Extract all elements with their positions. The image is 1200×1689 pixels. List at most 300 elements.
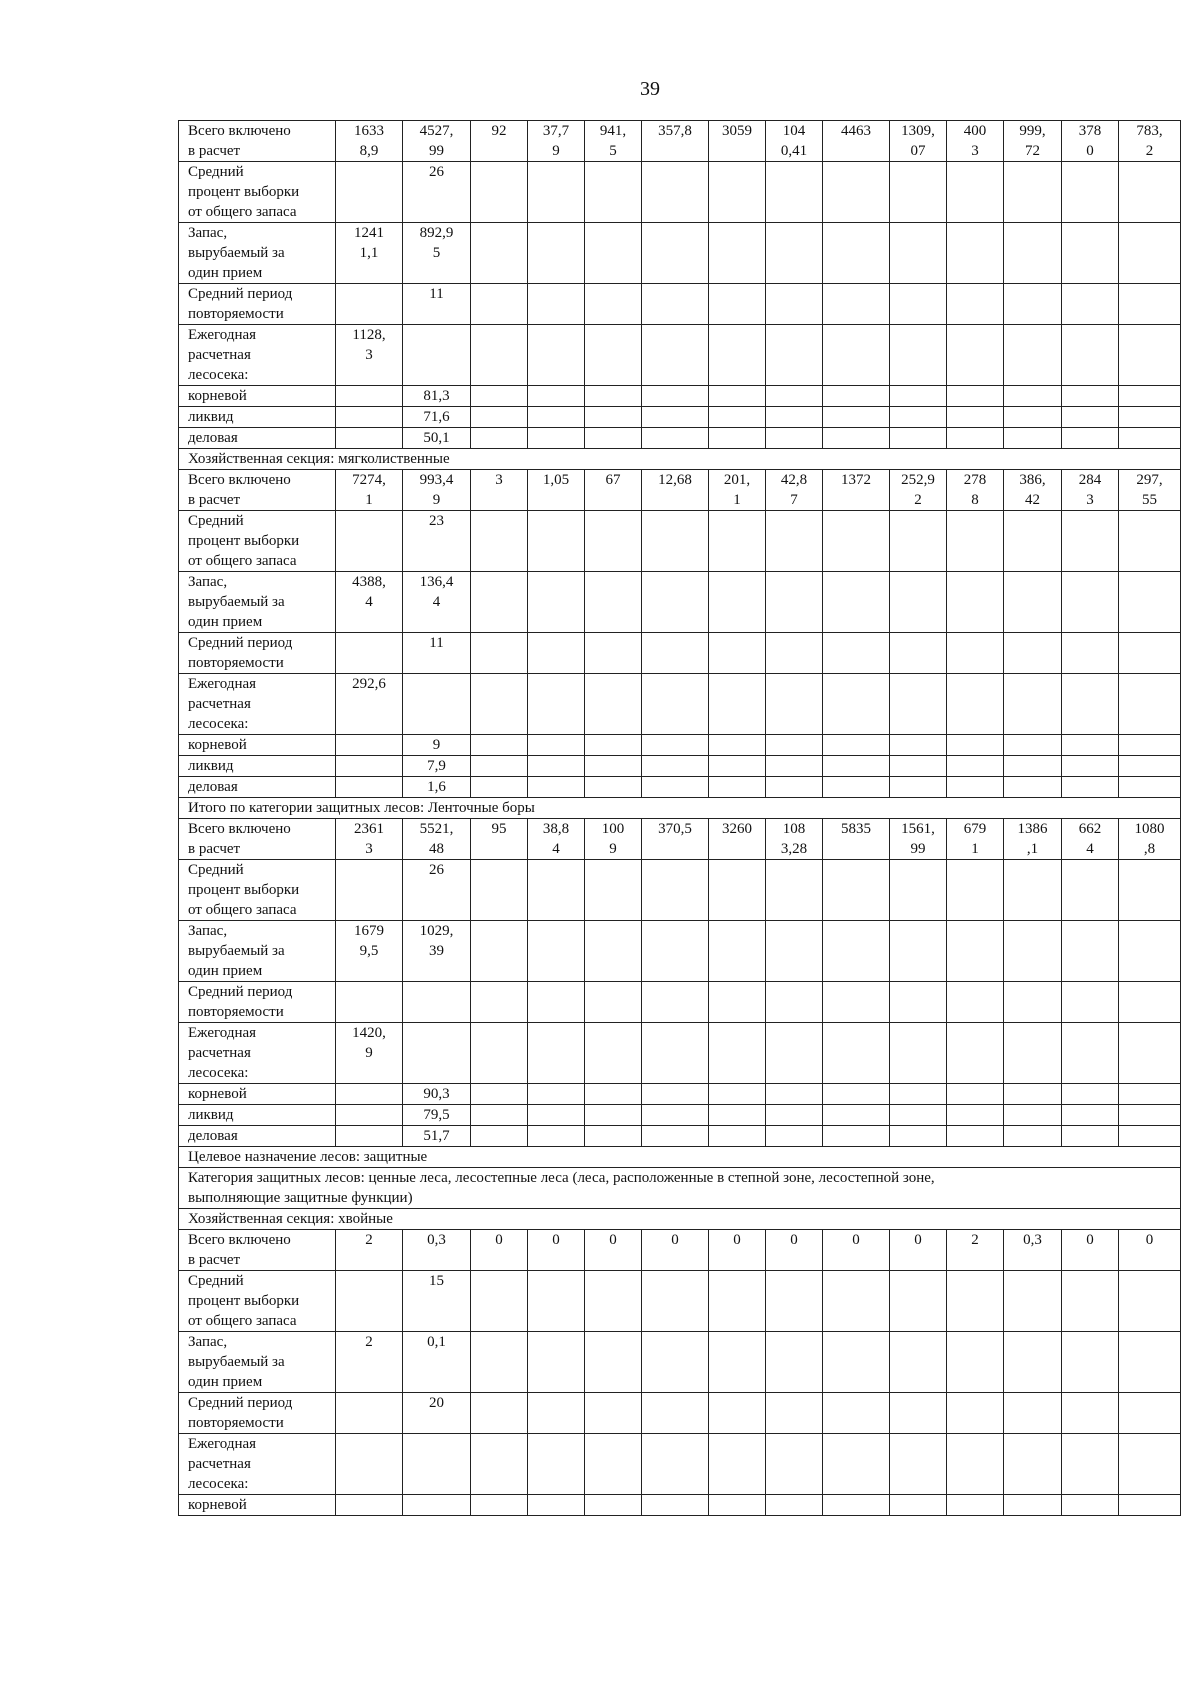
cutting-area-table — [178, 120, 1181, 1516]
table-cell — [947, 162, 1004, 223]
section-row — [179, 1168, 1181, 1209]
table-cell — [890, 407, 947, 428]
table-cell — [336, 756, 403, 777]
table-cell: 81,3 — [403, 386, 471, 407]
table-cell: 5521, 48 — [403, 819, 471, 860]
table-row — [179, 633, 1181, 674]
table-cell — [709, 1393, 766, 1434]
table-cell — [1119, 572, 1181, 633]
table-cell — [585, 860, 642, 921]
row-label: корневой — [179, 386, 336, 407]
section-heading: Хозяйственная секция: хвойные — [179, 1209, 1181, 1230]
table-cell — [585, 1495, 642, 1516]
table-row — [179, 1126, 1181, 1147]
table-cell: 38,8 4 — [528, 819, 585, 860]
table-cell — [642, 1126, 709, 1147]
table-cell: 2 — [947, 1230, 1004, 1271]
table-cell — [1004, 1495, 1062, 1516]
table-cell — [890, 325, 947, 386]
row-label: Всего включено в расчет — [179, 1230, 336, 1271]
table-cell — [823, 1271, 890, 1332]
table-cell — [1119, 735, 1181, 756]
table-cell — [528, 162, 585, 223]
table-cell — [1119, 428, 1181, 449]
table-cell — [1119, 1023, 1181, 1084]
table-cell — [709, 284, 766, 325]
table-cell — [823, 1332, 890, 1393]
table-row — [179, 1332, 1181, 1393]
table-cell — [947, 674, 1004, 735]
table-cell — [585, 1271, 642, 1332]
table-cell — [471, 1023, 528, 1084]
table-cell — [642, 1023, 709, 1084]
table-cell: 100 9 — [585, 819, 642, 860]
table-cell — [528, 1126, 585, 1147]
table-cell — [528, 1271, 585, 1332]
table-cell — [642, 428, 709, 449]
table-cell: 7,9 — [403, 756, 471, 777]
table-cell — [823, 1495, 890, 1516]
table-row — [179, 756, 1181, 777]
table-cell: 1679 9,5 — [336, 921, 403, 982]
table-cell — [1004, 756, 1062, 777]
table-cell — [766, 982, 823, 1023]
table-cell: 0 — [709, 1230, 766, 1271]
table-row — [179, 735, 1181, 756]
table-cell — [1004, 511, 1062, 572]
table-cell — [890, 1393, 947, 1434]
table-row — [179, 407, 1181, 428]
table-cell — [585, 572, 642, 633]
row-label: Ежегодная расчетная лесосека: — [179, 325, 336, 386]
table-cell — [528, 674, 585, 735]
table-cell — [1119, 1105, 1181, 1126]
table-cell — [709, 674, 766, 735]
table-cell: 1561, 99 — [890, 819, 947, 860]
table-cell — [823, 407, 890, 428]
table-cell — [528, 511, 585, 572]
table-cell — [1004, 162, 1062, 223]
row-label: Ежегодная расчетная лесосека: — [179, 674, 336, 735]
row-label: Всего включено в расчет — [179, 819, 336, 860]
table-cell — [471, 1495, 528, 1516]
table-cell — [585, 1105, 642, 1126]
table-cell: 1633 8,9 — [336, 121, 403, 162]
table-cell — [890, 223, 947, 284]
table-cell — [1119, 1332, 1181, 1393]
table-cell — [766, 735, 823, 756]
table-cell — [890, 162, 947, 223]
table-cell: 4463 — [823, 121, 890, 162]
table-cell — [528, 1023, 585, 1084]
table-cell — [403, 1434, 471, 1495]
table-cell: 2361 3 — [336, 819, 403, 860]
table-cell — [336, 511, 403, 572]
table-cell — [947, 428, 1004, 449]
table-cell — [471, 223, 528, 284]
table-cell — [709, 1271, 766, 1332]
table-cell — [709, 1084, 766, 1105]
table-cell — [1119, 756, 1181, 777]
table-cell — [471, 777, 528, 798]
table-cell — [1062, 1023, 1119, 1084]
table-cell — [585, 633, 642, 674]
table-cell: 0,1 — [403, 1332, 471, 1393]
table-cell — [766, 407, 823, 428]
table-cell — [823, 860, 890, 921]
table-cell: 15 — [403, 1271, 471, 1332]
table-row — [179, 470, 1181, 511]
table-cell — [1062, 1393, 1119, 1434]
table-cell — [947, 223, 1004, 284]
table-cell — [709, 735, 766, 756]
table-cell: 9 — [403, 735, 471, 756]
table-cell: 0 — [471, 1230, 528, 1271]
table-cell — [585, 511, 642, 572]
table-cell: 252,9 2 — [890, 470, 947, 511]
table-cell — [766, 1271, 823, 1332]
table-cell — [336, 777, 403, 798]
table-cell — [642, 1084, 709, 1105]
table-cell: 999, 72 — [1004, 121, 1062, 162]
table-cell — [823, 1084, 890, 1105]
table-cell — [766, 1393, 823, 1434]
table-cell — [947, 982, 1004, 1023]
row-label: Средний период повторяемости — [179, 633, 336, 674]
table-cell — [471, 735, 528, 756]
table-row — [179, 511, 1181, 572]
table-cell — [766, 162, 823, 223]
table-cell — [890, 1495, 947, 1516]
table-cell — [1004, 1105, 1062, 1126]
table-cell: 941, 5 — [585, 121, 642, 162]
table-cell: 2 — [336, 1230, 403, 1271]
table-cell — [642, 1495, 709, 1516]
table-cell — [890, 284, 947, 325]
table-cell — [766, 777, 823, 798]
table-cell — [642, 860, 709, 921]
table-row — [179, 223, 1181, 284]
table-cell — [471, 674, 528, 735]
table-cell — [1004, 921, 1062, 982]
table-cell — [1062, 284, 1119, 325]
table-cell — [947, 1393, 1004, 1434]
table-cell: 11 — [403, 633, 471, 674]
table-cell — [642, 1393, 709, 1434]
table-cell: 783, 2 — [1119, 121, 1181, 162]
table-cell — [709, 1023, 766, 1084]
table-cell: 378 0 — [1062, 121, 1119, 162]
table-cell: 993,4 9 — [403, 470, 471, 511]
table-cell — [528, 1434, 585, 1495]
table-cell — [709, 428, 766, 449]
table-cell: 662 4 — [1062, 819, 1119, 860]
section-row — [179, 798, 1181, 819]
table-cell — [1004, 325, 1062, 386]
table-row — [179, 860, 1181, 921]
table-row — [179, 1230, 1181, 1271]
table-cell — [823, 735, 890, 756]
table-cell — [823, 572, 890, 633]
table-cell: 1420, 9 — [336, 1023, 403, 1084]
table-cell — [1004, 1271, 1062, 1332]
table-cell — [766, 1126, 823, 1147]
table-cell: 4527, 99 — [403, 121, 471, 162]
table-cell — [1004, 572, 1062, 633]
table-cell — [766, 674, 823, 735]
table-cell — [766, 633, 823, 674]
table-cell — [823, 1023, 890, 1084]
table-cell — [1119, 284, 1181, 325]
table-cell — [1119, 982, 1181, 1023]
table-cell — [890, 633, 947, 674]
table-row — [179, 1393, 1181, 1434]
table-cell — [1004, 1434, 1062, 1495]
page-number: 39 — [640, 78, 660, 100]
table-cell — [1062, 1495, 1119, 1516]
table-cell — [1004, 674, 1062, 735]
table-cell: 23 — [403, 511, 471, 572]
table-row — [179, 572, 1181, 633]
table-cell — [1004, 982, 1062, 1023]
table-cell — [947, 1023, 1004, 1084]
table-cell — [471, 1105, 528, 1126]
table-cell — [766, 1105, 823, 1126]
row-label: Ежегодная расчетная лесосека: — [179, 1434, 336, 1495]
table-cell: 1080 ,8 — [1119, 819, 1181, 860]
table-cell: 892,9 5 — [403, 223, 471, 284]
table-cell: 20 — [403, 1393, 471, 1434]
table-cell — [1062, 1271, 1119, 1332]
table-cell — [947, 407, 1004, 428]
table-cell — [890, 428, 947, 449]
table-cell: 50,1 — [403, 428, 471, 449]
row-label: Ежегодная расчетная лесосека: — [179, 1023, 336, 1084]
table-cell: 1372 — [823, 470, 890, 511]
table-cell — [823, 325, 890, 386]
table-cell — [1062, 777, 1119, 798]
table-cell — [1119, 633, 1181, 674]
row-label: Запас, вырубаемый за один прием — [179, 572, 336, 633]
table-cell — [1004, 407, 1062, 428]
table-row — [179, 325, 1181, 386]
table-cell — [709, 982, 766, 1023]
table-cell — [766, 860, 823, 921]
table-cell: 4388, 4 — [336, 572, 403, 633]
table-cell — [336, 162, 403, 223]
table-cell — [766, 1495, 823, 1516]
table-cell — [823, 386, 890, 407]
table-cell — [642, 162, 709, 223]
table-cell: 284 3 — [1062, 470, 1119, 511]
table-cell — [709, 1105, 766, 1126]
table-cell — [709, 1434, 766, 1495]
table-cell — [642, 572, 709, 633]
table-cell — [1004, 633, 1062, 674]
table-cell — [1062, 223, 1119, 284]
table-cell — [1062, 982, 1119, 1023]
table-cell: 136,4 4 — [403, 572, 471, 633]
table-cell — [642, 674, 709, 735]
table-cell — [1062, 407, 1119, 428]
table-cell — [585, 386, 642, 407]
table-cell — [823, 223, 890, 284]
table-cell — [471, 386, 528, 407]
table-cell — [403, 325, 471, 386]
table-cell — [336, 735, 403, 756]
table-cell — [585, 407, 642, 428]
table-cell: 26 — [403, 162, 471, 223]
table-cell — [642, 633, 709, 674]
table-cell — [336, 428, 403, 449]
row-label: корневой — [179, 735, 336, 756]
row-label: деловая — [179, 777, 336, 798]
table-body — [179, 121, 1181, 1516]
table-cell — [1004, 1332, 1062, 1393]
table-cell — [1119, 1393, 1181, 1434]
section-heading: Категория защитных лесов: ценные леса, лесостепные леса (леса, расположенные в степной зоне, лесостепной зоне, выполняющие защитные функции) — [179, 1168, 1181, 1209]
table-cell — [336, 982, 403, 1023]
table-cell — [585, 325, 642, 386]
table-cell — [766, 284, 823, 325]
table-cell: 0 — [1062, 1230, 1119, 1271]
table-cell: 104 0,41 — [766, 121, 823, 162]
table-cell — [890, 921, 947, 982]
table-cell — [403, 1023, 471, 1084]
table-cell: 0,3 — [1004, 1230, 1062, 1271]
table-cell — [585, 735, 642, 756]
table-cell: 0 — [642, 1230, 709, 1271]
table-cell — [766, 386, 823, 407]
row-label: ликвид — [179, 407, 336, 428]
table-cell: 7274, 1 — [336, 470, 403, 511]
table-cell — [471, 428, 528, 449]
table-cell — [1119, 860, 1181, 921]
table-cell: 0 — [890, 1230, 947, 1271]
table-cell: 1,05 — [528, 470, 585, 511]
table-row — [179, 819, 1181, 860]
table-cell — [1004, 284, 1062, 325]
table-cell: 37,7 9 — [528, 121, 585, 162]
table-cell — [1119, 162, 1181, 223]
table-cell — [947, 1105, 1004, 1126]
row-label: Запас, вырубаемый за один прием — [179, 921, 336, 982]
table-cell — [585, 777, 642, 798]
table-cell — [471, 572, 528, 633]
table-cell — [890, 572, 947, 633]
table-cell — [947, 386, 1004, 407]
table-cell — [642, 284, 709, 325]
table-cell: 1,6 — [403, 777, 471, 798]
table-cell — [585, 1126, 642, 1147]
table-cell — [709, 386, 766, 407]
table-cell — [766, 572, 823, 633]
table-cell — [336, 284, 403, 325]
row-label: Средний период повторяемости — [179, 982, 336, 1023]
table-row — [179, 982, 1181, 1023]
table-cell — [1119, 921, 1181, 982]
table-cell — [1119, 777, 1181, 798]
table-cell — [1119, 386, 1181, 407]
table-cell — [471, 921, 528, 982]
table-row — [179, 777, 1181, 798]
row-label: Средний процент выборки от общего запаса — [179, 1271, 336, 1332]
table-cell — [528, 982, 585, 1023]
table-row — [179, 386, 1181, 407]
table-cell — [471, 633, 528, 674]
table-cell — [528, 284, 585, 325]
table-cell: 0 — [766, 1230, 823, 1271]
table-cell — [1062, 511, 1119, 572]
table-cell: 297, 55 — [1119, 470, 1181, 511]
table-cell — [709, 1332, 766, 1393]
table-cell — [1062, 1332, 1119, 1393]
table-cell — [823, 756, 890, 777]
table-cell: 0 — [1119, 1230, 1181, 1271]
table-cell — [823, 1434, 890, 1495]
table-row — [179, 674, 1181, 735]
table-row — [179, 921, 1181, 982]
table-cell — [890, 1126, 947, 1147]
table-cell — [947, 1084, 1004, 1105]
table-cell — [709, 1495, 766, 1516]
table-cell — [947, 735, 1004, 756]
table-cell — [947, 1434, 1004, 1495]
table-cell — [528, 735, 585, 756]
table-cell — [642, 777, 709, 798]
table-cell — [528, 777, 585, 798]
table-cell: 201, 1 — [709, 470, 766, 511]
table-cell — [766, 325, 823, 386]
table-cell — [528, 223, 585, 284]
row-label: Средний период повторяемости — [179, 1393, 336, 1434]
table-cell — [947, 860, 1004, 921]
table-cell — [528, 325, 585, 386]
table-cell — [471, 162, 528, 223]
table-cell — [642, 511, 709, 572]
table-cell — [947, 1495, 1004, 1516]
row-label: деловая — [179, 428, 336, 449]
row-label: Средний процент выборки от общего запаса — [179, 162, 336, 223]
row-label: Средний период повторяемости — [179, 284, 336, 325]
table-row — [179, 428, 1181, 449]
table-cell — [766, 428, 823, 449]
table-cell — [890, 860, 947, 921]
table-cell — [528, 1332, 585, 1393]
table-cell — [1119, 1084, 1181, 1105]
table-cell — [823, 162, 890, 223]
table-cell: 0 — [585, 1230, 642, 1271]
table-cell — [766, 1023, 823, 1084]
table-cell — [528, 1393, 585, 1434]
table-cell — [1119, 1126, 1181, 1147]
table-cell — [823, 921, 890, 982]
table-cell: 5835 — [823, 819, 890, 860]
table-cell: 3260 — [709, 819, 766, 860]
table-cell: 400 3 — [947, 121, 1004, 162]
table-cell — [890, 1105, 947, 1126]
table-cell: 3 — [471, 470, 528, 511]
table-cell — [1004, 1084, 1062, 1105]
row-label: Запас, вырубаемый за один прием — [179, 1332, 336, 1393]
table-cell — [336, 1126, 403, 1147]
table-cell: 71,6 — [403, 407, 471, 428]
table-cell — [528, 756, 585, 777]
table-row — [179, 1495, 1181, 1516]
table-cell — [823, 633, 890, 674]
table-cell — [1119, 325, 1181, 386]
table-cell — [709, 777, 766, 798]
